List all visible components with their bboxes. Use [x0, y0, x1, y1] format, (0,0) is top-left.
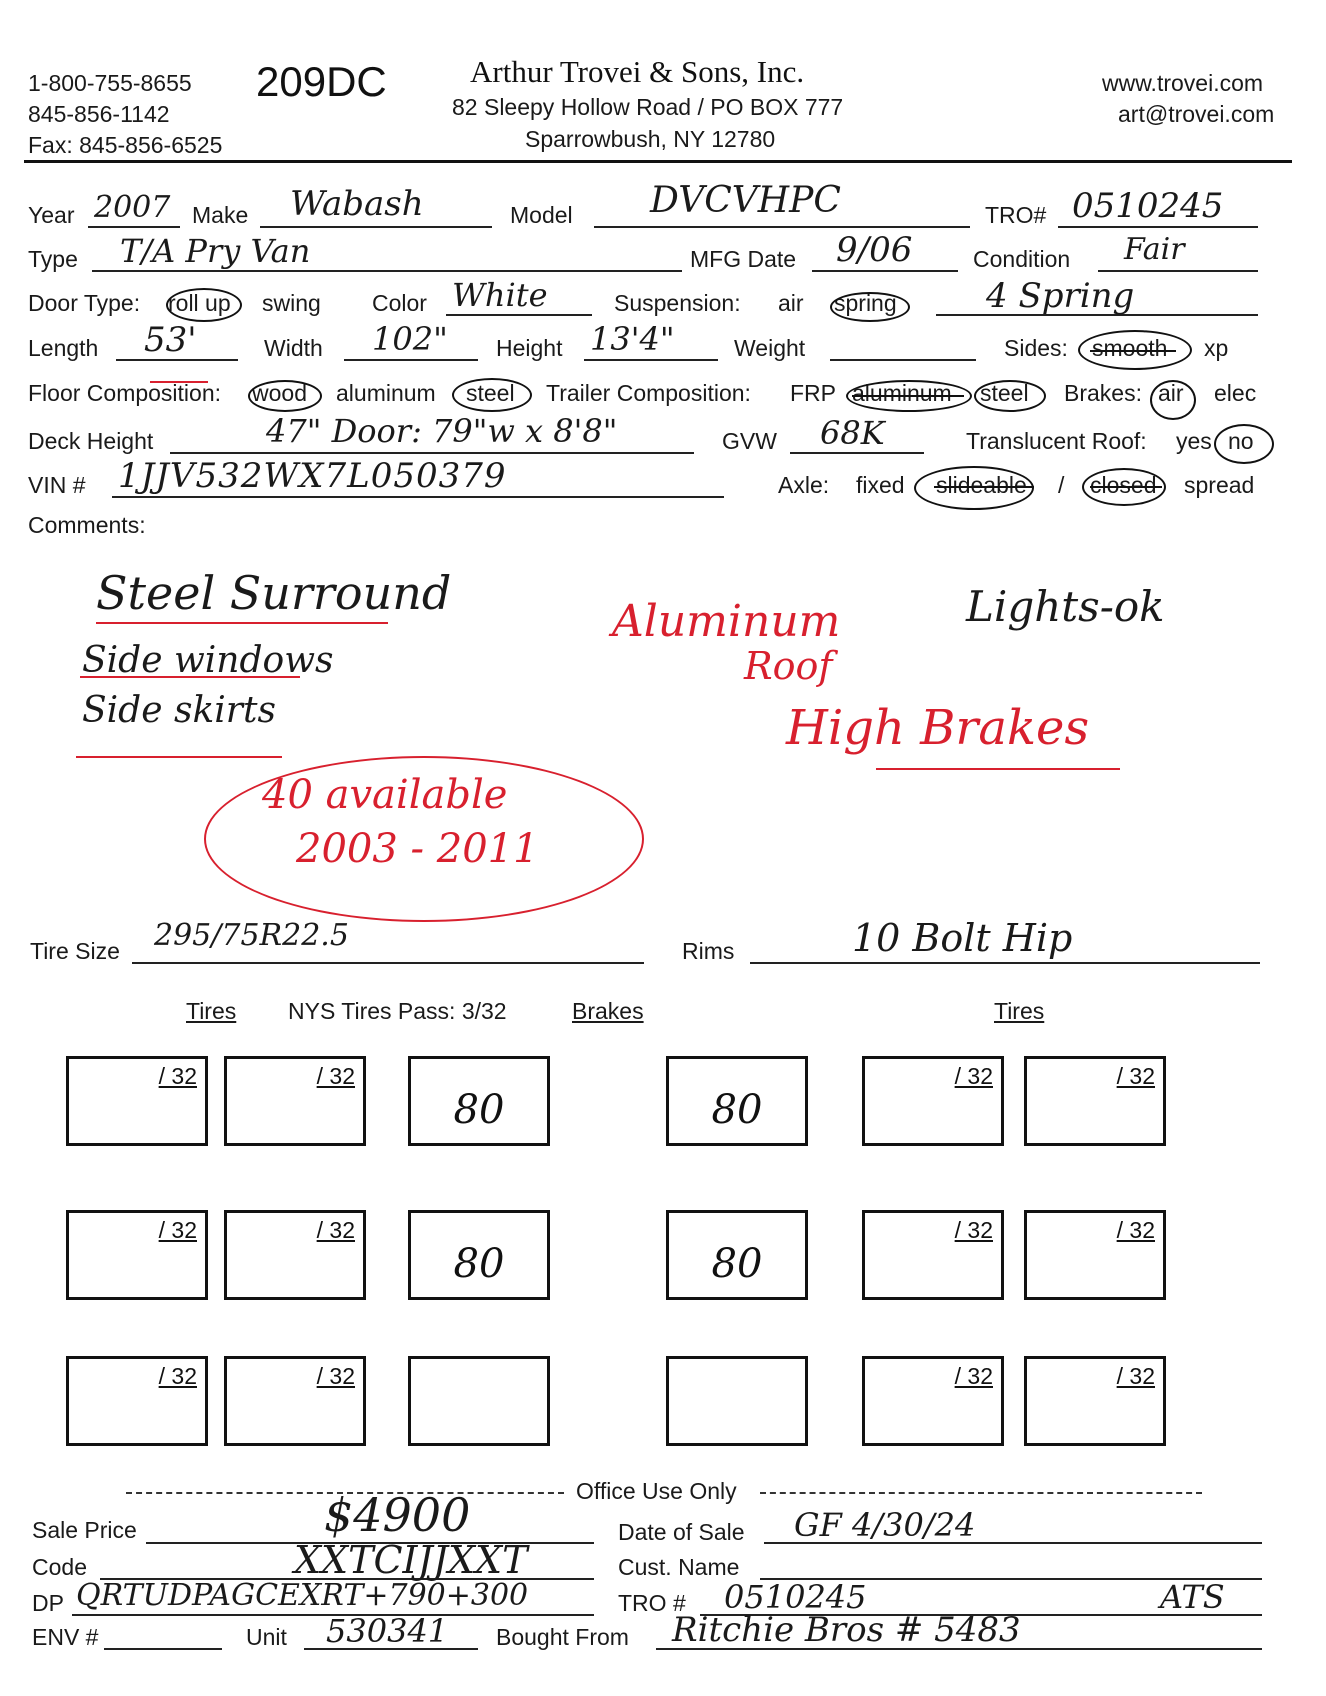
tire-box[interactable]: / 32 [862, 1210, 1004, 1300]
brake-box[interactable]: 80 [666, 1056, 808, 1146]
date-of-sale-value[interactable]: GF 4/30/24 [794, 1506, 976, 1544]
comment-aluminum: Aluminum [612, 596, 841, 647]
phone-tollfree: 1-800-755-8655 [28, 70, 192, 96]
rims-label: Rims [682, 938, 735, 964]
bought-from-label: Bought From [496, 1624, 629, 1650]
office-tro-value[interactable]: 0510245 [724, 1578, 867, 1616]
unit-value[interactable]: 530341 [326, 1612, 449, 1650]
roof-no-circle [1214, 424, 1274, 464]
brakes-option-air[interactable]: air [1158, 380, 1184, 406]
vin-value[interactable]: 1JJV532WX7L050379 [118, 456, 507, 496]
gvw-label: GVW [722, 428, 777, 454]
axle-slideable-circle [914, 466, 1034, 510]
axle-option-fixed[interactable]: fixed [856, 472, 905, 498]
make-label: Make [192, 202, 249, 228]
comment-steel-surround: Steel Surround [96, 566, 452, 620]
door-rollup-circle [166, 288, 242, 322]
env-label: ENV # [32, 1624, 99, 1650]
type-label: Type [28, 246, 78, 272]
height-value[interactable]: 13'4" [590, 320, 675, 358]
tire-box[interactable]: / 32 [224, 1210, 366, 1300]
year-value[interactable]: 2007 [94, 190, 171, 225]
floor-option-wood[interactable]: wood [252, 380, 307, 406]
tire-size-value[interactable]: 295/75R22.5 [154, 918, 349, 953]
brake-box[interactable] [666, 1356, 808, 1446]
tire-box[interactable]: / 32 [1024, 1210, 1166, 1300]
axle-option-slideable[interactable]: slideable [936, 472, 1027, 498]
tires-left-header: Tires [186, 998, 237, 1024]
tire-box[interactable]: / 32 [1024, 1356, 1166, 1446]
door-type-label: Door Type: [28, 290, 141, 316]
floor-option-steel[interactable]: steel [466, 380, 515, 406]
gvw-value[interactable]: 68K [820, 414, 885, 452]
phone-local: 845-856-1142 [28, 101, 170, 127]
deck-height-label: Deck Height [28, 428, 154, 454]
model-value[interactable]: DVCVHPC [650, 180, 841, 221]
tire-box[interactable]: / 32 [862, 1056, 1004, 1146]
initials-value: ATS [1160, 1578, 1225, 1616]
make-value[interactable]: Wabash [290, 184, 424, 224]
axle-option-spread[interactable]: spread [1184, 472, 1255, 498]
roof-option-no[interactable]: no [1228, 428, 1254, 454]
mfg-date-label: MFG Date [690, 246, 797, 272]
brakes-option-elec[interactable]: elec [1214, 380, 1257, 406]
tire-box[interactable]: / 32 [1024, 1056, 1166, 1146]
tire-box[interactable]: / 32 [862, 1356, 1004, 1446]
vin-label: VIN # [28, 472, 86, 498]
company-name: Arthur Trovei & Sons, Inc. [470, 54, 805, 89]
sides-smooth-circle [1078, 330, 1192, 370]
suspension-option-spring[interactable]: spring [834, 290, 897, 316]
suspension-label: Suspension: [614, 290, 741, 316]
form-code: 209DC [256, 58, 387, 105]
brake-box[interactable]: 80 [666, 1210, 808, 1300]
mfg-date-value[interactable]: 9/06 [836, 230, 913, 270]
suspension-option-air[interactable]: air [778, 290, 804, 316]
floor-option-aluminum[interactable]: aluminum [336, 380, 436, 406]
brakes-air-circle [1150, 380, 1196, 420]
tire-box[interactable]: / 32 [224, 1056, 366, 1146]
unit-label: Unit [246, 1624, 287, 1650]
company-address-2: Sparrowbush, NY 12780 [525, 126, 776, 152]
type-value[interactable]: T/A Pry Van [120, 232, 311, 270]
tire-box[interactable]: / 32 [224, 1356, 366, 1446]
floor-composition-label: Floor Composition: [28, 380, 222, 406]
tire-box[interactable]: / 32 [66, 1356, 208, 1446]
nys-tires-pass: NYS Tires Pass: 3/32 [288, 998, 507, 1024]
width-value[interactable]: 102" [372, 320, 448, 358]
email: art@trovei.com [1118, 101, 1275, 127]
color-label: Color [372, 290, 427, 316]
rims-value[interactable]: 10 Bolt Hip [852, 916, 1073, 960]
sale-price-label: Sale Price [32, 1517, 137, 1543]
deck-height-value[interactable]: 47" Door: 79"w x 8'8" [266, 412, 618, 450]
fax-number: Fax: 845-856-6525 [28, 132, 223, 158]
date-of-sale-label: Date of Sale [618, 1519, 745, 1545]
sides-option-smooth[interactable]: smooth [1092, 335, 1168, 361]
roof-option-yes[interactable]: yes [1176, 428, 1212, 454]
length-value[interactable]: 53' [144, 320, 197, 360]
length-label: Length [28, 335, 99, 361]
sides-option-xp[interactable]: xp [1204, 335, 1229, 361]
door-option-rollup[interactable]: roll up [168, 290, 231, 316]
comment-lights-ok: Lights-ok [966, 582, 1165, 631]
model-label: Model [510, 202, 573, 228]
customer-name-label: Cust. Name [618, 1554, 740, 1580]
brakes-header: Brakes [572, 998, 644, 1024]
trailer-option-steel[interactable]: steel [980, 380, 1029, 406]
comment-side-windows: Side windows [82, 640, 334, 681]
axle-label: Axle: [778, 472, 830, 498]
suspension-value[interactable]: 4 Spring [986, 276, 1135, 316]
header-divider [24, 160, 1292, 163]
condition-label: Condition [973, 246, 1071, 272]
office-use-title: Office Use Only [576, 1478, 737, 1504]
condition-value[interactable]: Fair [1124, 232, 1185, 267]
weight-label: Weight [734, 335, 806, 361]
brake-box[interactable] [408, 1356, 550, 1446]
width-label: Width [264, 335, 323, 361]
axle-option-closed[interactable]: closed [1090, 472, 1157, 498]
floor-wood-circle [248, 380, 322, 412]
floor-steel-circle [452, 378, 532, 412]
trailer-aluminum-circle [846, 380, 972, 412]
tire-box[interactable]: / 32 [66, 1210, 208, 1300]
comment-40-available: 40 available [262, 772, 508, 818]
sides-label: Sides: [1004, 335, 1068, 361]
comment-side-skirts: Side skirts [82, 690, 276, 731]
tire-box[interactable]: / 32 [66, 1056, 208, 1146]
height-label: Height [496, 335, 563, 361]
tire-size-label: Tire Size [30, 938, 120, 964]
website: www.trovei.com [1102, 70, 1264, 96]
brake-box[interactable]: 80 [408, 1056, 550, 1146]
color-value[interactable]: White [452, 276, 548, 314]
axle-closed-circle [1082, 468, 1166, 506]
dp-value[interactable]: QRTUDPAGCEXRT+790+300 [76, 1578, 529, 1613]
year-label: Year [28, 202, 75, 228]
tro-value[interactable]: 0510245 [1072, 186, 1224, 226]
door-option-swing[interactable]: swing [262, 290, 321, 316]
comment-roof: Roof [744, 644, 833, 688]
dp-label: DP [32, 1590, 64, 1616]
comments-label: Comments: [28, 512, 146, 538]
trailer-steel-circle [974, 380, 1046, 412]
trailer-option-aluminum[interactable]: aluminum [852, 380, 952, 406]
office-divider-right [760, 1492, 1202, 1494]
tires-right-header: Tires [994, 998, 1045, 1024]
comment-high-brakes: High Brakes [786, 700, 1090, 756]
sale-price-value[interactable]: $4900 [324, 1488, 471, 1542]
translucent-roof-label: Translucent Roof: [966, 428, 1147, 454]
company-address-1: 82 Sleepy Hollow Road / PO BOX 777 [452, 94, 844, 120]
tro-label: TRO# [985, 202, 1047, 228]
trailer-option-frp[interactable]: FRP [790, 380, 836, 406]
brake-box[interactable]: 80 [408, 1210, 550, 1300]
bought-from-value[interactable]: Ritchie Bros # 5483 [672, 1610, 1021, 1650]
code-value[interactable]: XXTCIJJXXT [294, 1538, 528, 1582]
office-tro-label: TRO # [618, 1590, 686, 1616]
comment-years: 2003 - 2011 [296, 826, 539, 872]
brakes-label: Brakes: [1064, 380, 1142, 406]
axle-separator: / [1058, 472, 1065, 498]
trailer-composition-label: Trailer Composition: [546, 380, 751, 406]
suspension-spring-circle [830, 292, 910, 322]
code-label: Code [32, 1554, 87, 1580]
